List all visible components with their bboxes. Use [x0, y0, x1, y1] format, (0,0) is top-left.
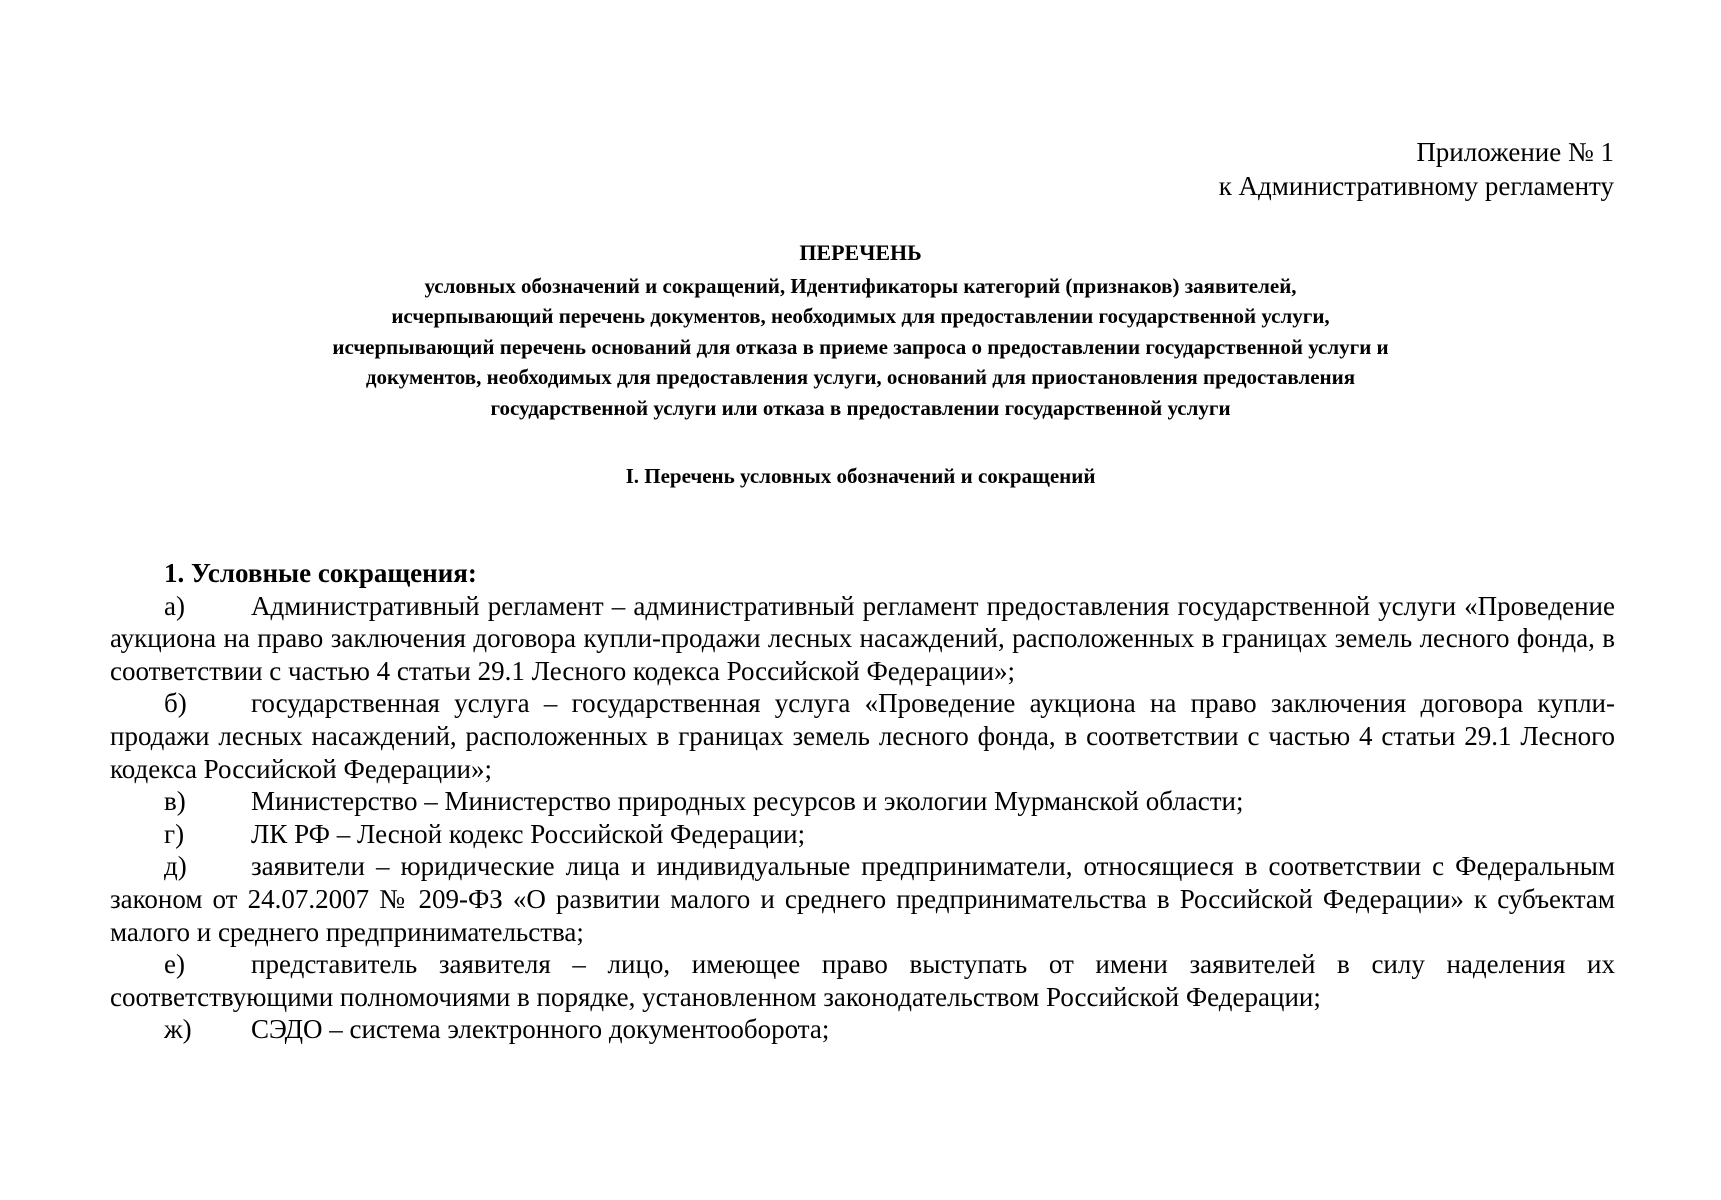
item-text: СЭДО – система электронного документооборота;	[251, 1014, 830, 1045]
list-item	[110, 590, 1615, 688]
appendix-header	[1219, 135, 1614, 203]
item-letter: е)	[164, 949, 185, 980]
item-text: государственная услуга – государственная услуга «Проведение аукциона на право заключения договора купли-продажи лесных насаждений, расположенных в границах земель лесного фонда, в соответствии с частью 4 статьи 29.1 Лесного кодекса Российской Федерации»;	[110, 688, 1615, 784]
title-line: документов, необходимых для предоставления услуги, оснований для приостановления предоставления	[365, 365, 1356, 389]
list-item	[110, 1013, 1615, 1046]
section-heading: I. Перечень условных обозначений и сокращений	[625, 464, 1096, 488]
title-line: государственной услуги или отказа в предоставлении государственной услуги	[490, 395, 1231, 420]
item-letter: б)	[164, 688, 187, 719]
list-item	[110, 818, 1615, 851]
title-line: условных обозначений и сокращений, Идентификаторы категорий (признаков) заявителей,	[424, 273, 1297, 298]
appendix-number: Приложение № 1	[1416, 137, 1614, 167]
document-title	[170, 238, 1551, 423]
item-text: представитель заявителя – лицо, имеющее право выступать от имени заявителей в силу наделения их соответствующими полномочиями в порядке, установленном законодательством Российской Федерации;	[110, 949, 1615, 1012]
item-letter: в)	[164, 786, 186, 817]
item-letter: д)	[164, 851, 187, 882]
list-item	[110, 850, 1615, 948]
item-text: заявители – юридические лица и индивидуальные предприниматели, относящиеся в соответствии с Федеральным законом от 24.07.2007 № 209-ФЗ «О развитии малого и среднего предпринимательства в Российской Федерации» к субъектам малого и среднего предпринимательства;	[110, 851, 1615, 947]
title-main: ПЕРЕЧЕНЬ	[799, 240, 922, 265]
appendix-reference: к Административному регламенту	[1218, 171, 1614, 201]
item-text: Министерство – Министерство природных ресурсов и экологии Мурманской области;	[251, 786, 1244, 817]
document-body	[110, 557, 1615, 1046]
item-letter: а)	[164, 590, 185, 621]
item-letter: ж)	[164, 1014, 192, 1045]
list-item	[110, 785, 1615, 818]
title-line: исчерпывающий перечень оснований для отказа в приеме запроса о предоставлении государственной услуги и	[332, 334, 1389, 359]
title-line: исчерпывающий перечень документов, необходимых для предоставлении государственной услуги,	[391, 304, 1330, 328]
item-letter: г)	[164, 818, 185, 849]
item-text: Административный регламент – административный регламент предоставления государственной услуги «Проведение аукциона на право заключения договора купли-продажи лесных насаждений, расположенных в границах земель лесного фонда, в соответствии с частью 4 статьи 29.1 Лесного кодекса Российской Федерации»;	[110, 590, 1615, 686]
item-text: ЛК РФ – Лесной кодекс Российской Федерации;	[251, 818, 806, 849]
list-item	[110, 687, 1615, 785]
subsection-heading: 1. Условные сокращения:	[164, 558, 477, 588]
list-item	[110, 948, 1615, 1013]
